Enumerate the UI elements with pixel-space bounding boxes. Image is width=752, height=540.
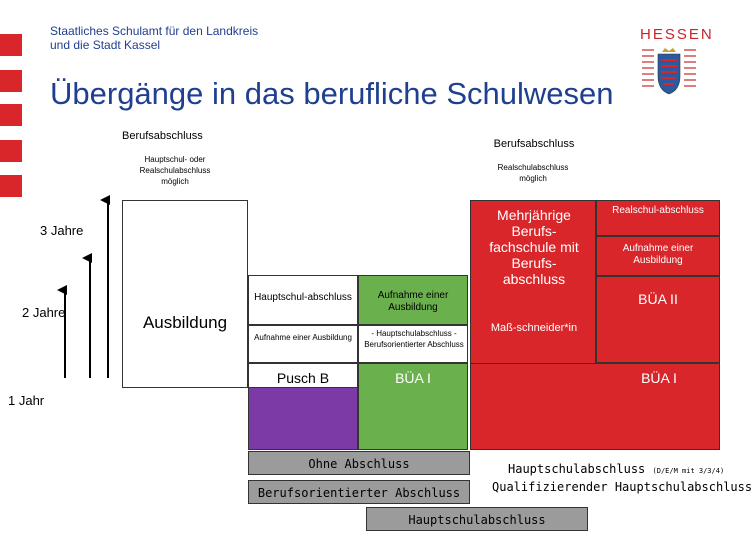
page-title: Übergänge in das berufliche Schulwesen <box>50 76 614 111</box>
hessen-logo-text: HESSEN <box>640 26 714 43</box>
green-sub-cell <box>358 325 468 363</box>
hauptschulabschluss-box <box>366 507 588 531</box>
purple-sub-cell <box>248 325 358 363</box>
ausbildung-sub: Hauptschul- oder Realschulabschluss möglich <box>139 155 211 186</box>
bua1-red-box <box>470 363 720 450</box>
ausbildung-header-text: Berufsabschluss <box>122 130 203 142</box>
header-org <box>50 24 258 52</box>
purple-sub-text: Aufnahme einer Ausbildung <box>254 333 352 342</box>
label-1-jahr: 1 Jahr <box>8 393 45 408</box>
red-square <box>0 70 22 92</box>
purple-bottom-cell <box>248 363 358 388</box>
bua2-box <box>596 276 720 363</box>
ausbildung-box <box>122 200 248 388</box>
berufsorientiert-box <box>248 480 470 504</box>
red2-top-cell <box>596 200 720 236</box>
massschneider-label: Maß-schneider*in <box>490 322 578 334</box>
bua2-label: BÜA II <box>638 291 678 307</box>
purple-top-cell <box>248 275 358 325</box>
ausbildung-label: Ausbildung <box>142 313 228 332</box>
pusch-fill <box>248 388 358 450</box>
bua1-green-box <box>358 363 468 450</box>
green-sub-text: - Hauptschulabschluss - Berufsorientierter Abschluss <box>364 329 464 349</box>
red1-header: Berufsabschluss <box>493 138 575 150</box>
bua1-green-label: BÜA I <box>395 370 431 386</box>
berufsfachschule-label: Mehrjährige Berufs-fachschule mit Berufs-abschluss <box>489 207 579 287</box>
red-square <box>0 140 22 162</box>
coat-of-arms-icon <box>640 46 698 98</box>
green-top-text: Aufnahme einer Ausbildung <box>377 290 449 313</box>
hsa-right <box>508 462 724 476</box>
green-top-cell <box>358 275 468 325</box>
hsa-right-note: (D/E/M mit 3/3/4) <box>652 467 725 475</box>
pusch-label: Pusch B <box>276 370 330 386</box>
year-arrows <box>40 190 120 390</box>
red2-mid-cell <box>596 236 720 276</box>
ausbildung-header <box>122 128 247 146</box>
red2-top-text: Realschul-abschluss <box>612 205 704 216</box>
label-2-jahre: 2 Jahre <box>22 305 66 320</box>
berufsorientiert-text: Berufsorientierter Abschluss <box>257 486 461 500</box>
hessen-logo <box>640 46 698 98</box>
hauptschulabschluss-text: Hauptschulabschluss <box>408 513 546 527</box>
red-square <box>0 104 22 126</box>
red1-sub: Realschulabschluss möglich <box>497 163 569 183</box>
header-line2: und die Stadt Kassel <box>50 38 161 52</box>
red2-mid-text: Aufnahme einer Ausbildung <box>622 243 694 266</box>
purple-top-text: Hauptschul-abschluss <box>254 292 352 303</box>
red-square <box>0 34 22 56</box>
bua1-red-label: BÜA I <box>641 370 677 386</box>
red-square <box>0 175 22 197</box>
berufsfachschule-box <box>470 200 596 388</box>
hsa-right-label: Hauptschulabschluss <box>508 462 646 476</box>
header-line1: Staatliches Schulamt für den Landkreis <box>50 24 259 38</box>
label-3-jahre: 3 Jahre <box>40 223 84 238</box>
ohne-abschluss-box <box>248 451 470 475</box>
ohne-abschluss-text: Ohne Abschluss <box>308 457 410 471</box>
qualifizierender-hsa: Qualifizierender Hauptschulabschluss <box>492 480 752 494</box>
